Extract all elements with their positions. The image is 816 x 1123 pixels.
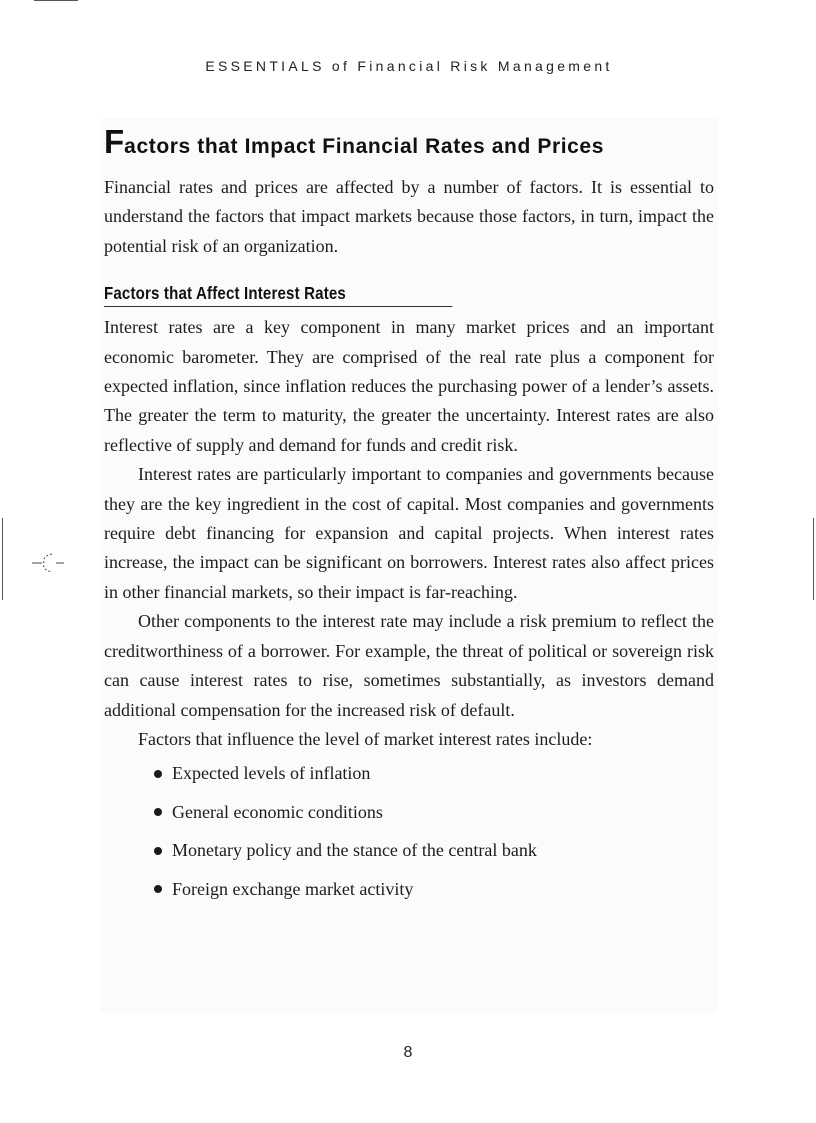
list-item-text: Foreign exchange market activity [172,878,414,899]
bullet-icon [154,885,162,893]
bullet-icon [154,770,162,778]
list-intro-paragraph: Factors that influence the level of market interest rates include: [138,728,593,749]
body-paragraph: Interest rates are particularly important to companies and governments because they are the key ingredient in the cost of capital. Most companies and governments require debt financing for expansion and capital projects. When interest rates increase, the impact can be significant on borrowers. Interest rates also affect prices in other financial markets, so their impact is far-reaching. [104,464,714,602]
registration-mark-icon [30,548,66,578]
list-item [154,831,714,870]
left-margin-rule [2,518,3,600]
heading-text: actors that Impact Financial Rates and Prices [124,135,604,158]
bullet-icon [154,808,162,816]
section-heading [104,122,714,167]
list-item [154,754,714,793]
page-number: 8 [403,1044,413,1061]
bullet-icon [154,847,162,855]
list-item-text: Monetary policy and the stance of the central bank [172,840,537,861]
top-crop-rule [34,0,78,1]
body-paragraph: Other components to the interest rate may include a risk premium to reflect the creditworthiness of a borrower. For example, the threat of political or sovereign risk can cause interest rates to rise, sometimes substantially, as investors demand additional compensation for the increased risk of default. [104,611,714,720]
running-head: ESSENTIALS of Financial Risk Management [205,58,613,74]
body-paragraph: Interest rates are a key component in many market prices and an important economic barometer. They are comprised of the real rate plus a component for expected inflation, since inflation reduces the purchasing power of a lender’s assets. The greater the term to maturity, the greater the uncertainty. Interest rates are also reflective of supply and demand for funds and credit risk. [104,317,714,455]
list-item [154,870,714,909]
list-item-text: Expected levels of inflation [172,763,371,784]
list-item [154,793,714,832]
heading-initial: F [104,123,125,160]
page-content [100,118,718,1013]
list-item-text: General economic conditions [172,801,383,822]
intro-paragraph: Financial rates and prices are affected by a number of factors. It is essential to understand the factors that impact markets because those factors, in turn, impact the potential risk of an organization. [104,177,714,256]
factor-list [104,754,714,908]
right-margin-rule [813,518,814,600]
subsection-heading: Factors that Affect Interest Rates [104,281,452,307]
